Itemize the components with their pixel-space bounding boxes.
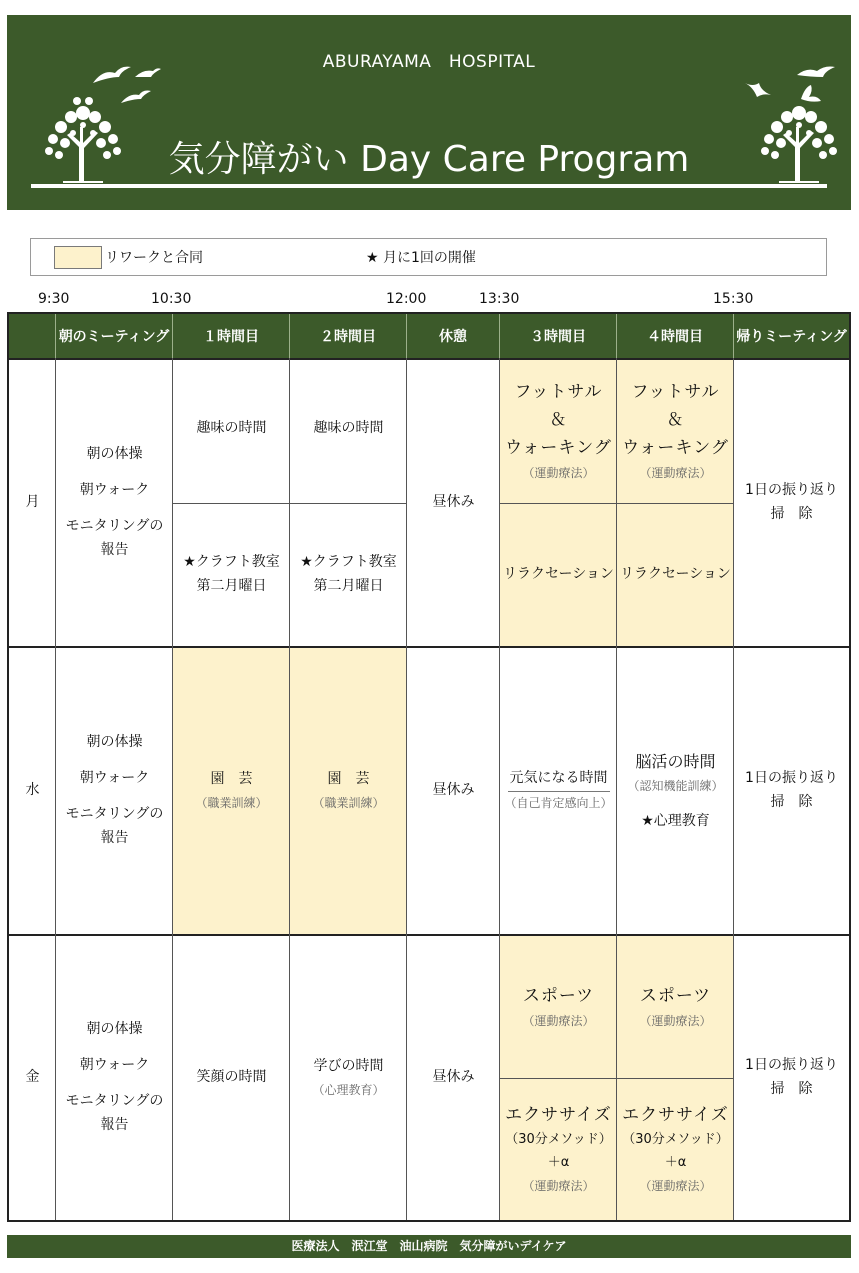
mon-p1-craft-line1: ★クラフト教室 bbox=[183, 554, 280, 571]
wed-evening-meeting bbox=[734, 648, 849, 934]
legend-box bbox=[30, 238, 827, 276]
fri-morning-monitoring-line2: 報告 bbox=[100, 1116, 129, 1133]
mon-p4-futsal-sub: （運動療法） bbox=[639, 466, 712, 481]
time-label-1200: 12:00 bbox=[386, 291, 427, 307]
fri-p1-smile bbox=[173, 936, 290, 1220]
time-label-1330: 13:30 bbox=[479, 291, 520, 307]
fri-p2-learning-label: 学びの時間 bbox=[313, 1057, 384, 1074]
wed-p1-gardening-sub: （職業訓練） bbox=[195, 795, 268, 810]
fri-p4-exercise-method: （30分メソッド） bbox=[622, 1132, 729, 1148]
header-cell-break: 休憩 bbox=[407, 314, 500, 358]
fri-p3-exercise-method: （30分メソッド） bbox=[505, 1132, 612, 1148]
mon-evening-clean: 掃 除 bbox=[770, 506, 813, 522]
hospital-name: ABURAYAMA HOSPITAL bbox=[322, 52, 536, 72]
fri-p3-sports-label: スポーツ bbox=[522, 985, 595, 1006]
time-label-0930: 9:30 bbox=[38, 291, 70, 307]
mon-evening-review: 1日の振り返り bbox=[745, 482, 838, 499]
time-label-1530: 15:30 bbox=[713, 291, 754, 307]
fri-morning-exercise: 朝の体操 bbox=[86, 1021, 143, 1038]
fri-p1-smile-label: 笑顔の時間 bbox=[196, 1069, 267, 1086]
day-label-fri bbox=[9, 936, 56, 1220]
fri-p4-exercise-label: エクササイズ bbox=[622, 1105, 729, 1126]
mon-p4-futsal bbox=[617, 360, 734, 503]
column-line bbox=[172, 358, 173, 1220]
mon-p4-futsal-line1: フットサル bbox=[631, 382, 720, 403]
day-label-fri-text: 金 bbox=[25, 1069, 40, 1086]
mon-p2-craft-line1: ★クラフト教室 bbox=[300, 554, 397, 571]
mon-p1-hobby bbox=[173, 360, 290, 498]
column-line bbox=[55, 358, 56, 1220]
fri-p2-learning bbox=[290, 936, 407, 1220]
fri-p4-exercise-plus: ＋α bbox=[664, 1155, 687, 1171]
wed-p2-gardening-sub: （職業訓練） bbox=[312, 795, 385, 810]
fri-p3-sports-sub: （運動療法） bbox=[522, 1013, 595, 1028]
day-label-mon-text: 月 bbox=[25, 494, 40, 511]
wed-p4-brain-sub: （認知機能訓練） bbox=[627, 778, 724, 793]
wed-p4-brain-label: 脳活の時間 bbox=[635, 751, 716, 771]
wed-p1-gardening-label: 園 芸 bbox=[210, 770, 253, 787]
header-cell-period-1: １時間目 bbox=[173, 314, 290, 358]
program-title: 気分障がい Day Care Program bbox=[168, 139, 690, 180]
wed-p4-psycho-label: ★心理教育 bbox=[641, 812, 710, 829]
mon-p12-divider bbox=[173, 503, 407, 504]
header-cell-evening-meeting: 帰りミーティング bbox=[734, 314, 849, 358]
mon-morning-meeting bbox=[56, 360, 173, 646]
day-label-mon bbox=[9, 360, 56, 646]
header-cell-period-2: ２時間目 bbox=[290, 314, 407, 358]
fri-p3-exercise-sub: （運動療法） bbox=[522, 1178, 595, 1193]
column-line bbox=[289, 358, 290, 1220]
fri-p4-sports-label: スポーツ bbox=[639, 985, 712, 1006]
header-banner bbox=[7, 15, 851, 210]
schedule-table bbox=[7, 312, 851, 1222]
birds-right-icon bbox=[743, 65, 839, 115]
mon-p3-relaxation bbox=[500, 504, 617, 646]
legend-rework-label: リワークと合同 bbox=[105, 250, 203, 266]
mon-p2-hobby-label: 趣味の時間 bbox=[313, 420, 384, 437]
mon-p4-futsal-line3: ウォーキング bbox=[622, 438, 729, 459]
mon-p3-futsal-line2: ＆ bbox=[549, 410, 568, 431]
legend-star-label: ★ 月に1回の開催 bbox=[366, 250, 476, 266]
wed-p3-genki bbox=[500, 648, 617, 934]
fri-break-label: 昼休み bbox=[432, 1069, 475, 1086]
wed-break-label: 昼休み bbox=[432, 782, 475, 799]
fri-p3-exercise-label: エクササイズ bbox=[505, 1105, 612, 1126]
mon-p4-relaxation-label: リラクセーション bbox=[620, 566, 731, 583]
fri-morning-walk: 朝ウォーク bbox=[79, 1057, 150, 1074]
wed-p3-genki-label: 元気になる時間 bbox=[508, 767, 610, 792]
fri-p3-sports bbox=[500, 936, 617, 1078]
fri-p4-exercise bbox=[617, 1079, 734, 1220]
mon-p4-futsal-line2: ＆ bbox=[666, 410, 685, 431]
mon-p1-craft bbox=[173, 504, 290, 646]
fri-evening-review: 1日の振り返り bbox=[745, 1057, 838, 1074]
fri-p4-sports bbox=[617, 936, 734, 1078]
mon-break-label: 昼休み bbox=[432, 494, 475, 511]
wed-evening-clean: 掃 除 bbox=[770, 794, 813, 810]
mon-break bbox=[407, 360, 500, 646]
wed-morning-exercise: 朝の体操 bbox=[86, 734, 143, 751]
wed-morning-monitoring-line1: モニタリングの bbox=[65, 806, 164, 822]
wed-evening-review: 1日の振り返り bbox=[745, 770, 838, 787]
header-cell-day bbox=[9, 314, 56, 358]
fri-p34-divider bbox=[500, 1078, 734, 1079]
legend-rework-swatch bbox=[54, 246, 102, 269]
fri-morning-meeting bbox=[56, 936, 173, 1220]
fri-p3-exercise-plus: ＋α bbox=[547, 1155, 570, 1171]
mon-p2-hobby bbox=[290, 360, 407, 498]
mon-morning-walk: 朝ウォーク bbox=[79, 482, 150, 499]
fri-p3-exercise bbox=[500, 1079, 617, 1220]
footer-banner: 医療法人 泯江堂 油山病院 気分障がいデイケア bbox=[7, 1235, 851, 1258]
day-label-wed-text: 水 bbox=[25, 782, 40, 799]
wed-morning-walk: 朝ウォーク bbox=[79, 770, 150, 787]
mon-p3-futsal-line1: フットサル bbox=[514, 382, 603, 403]
header-cell-period-4: ４時間目 bbox=[617, 314, 734, 358]
mon-evening-meeting bbox=[734, 360, 849, 646]
mon-morning-exercise: 朝の体操 bbox=[86, 446, 143, 463]
mon-p3-futsal bbox=[500, 360, 617, 503]
fri-p4-exercise-sub: （運動療法） bbox=[639, 1178, 712, 1193]
mon-p2-craft-line2: 第二月曜日 bbox=[313, 578, 384, 594]
mon-morning-monitoring-line2: 報告 bbox=[100, 541, 129, 558]
mon-p4-relaxation bbox=[617, 504, 734, 646]
wed-p4-brain bbox=[617, 648, 734, 934]
title-underline bbox=[31, 184, 827, 188]
column-line bbox=[499, 358, 500, 1220]
mon-p3-futsal-line3: ウォーキング bbox=[505, 438, 612, 459]
wed-p2-gardening bbox=[290, 648, 407, 934]
wed-morning-meeting bbox=[56, 648, 173, 934]
wed-p3-genki-sub: （自己肯定感向上） bbox=[504, 796, 613, 810]
mon-p1-craft-line2: 第二月曜日 bbox=[196, 578, 267, 594]
column-line bbox=[406, 358, 407, 1220]
fri-break bbox=[407, 936, 500, 1220]
mon-morning-monitoring-line1: モニタリングの bbox=[65, 518, 164, 534]
column-line bbox=[733, 358, 734, 1220]
fri-evening-clean: 掃 除 bbox=[770, 1081, 813, 1097]
fri-evening-meeting bbox=[734, 936, 849, 1220]
fri-p2-learning-sub: （心理教育） bbox=[312, 1082, 385, 1097]
time-label-1030: 10:30 bbox=[151, 291, 192, 307]
mon-p3-relaxation-label: リラクセーション bbox=[503, 566, 614, 583]
fri-p4-sports-sub: （運動療法） bbox=[639, 1013, 712, 1028]
fri-morning-monitoring-line1: モニタリングの bbox=[65, 1093, 164, 1109]
wed-morning-monitoring-line2: 報告 bbox=[100, 829, 129, 846]
mon-p34-divider bbox=[500, 503, 734, 504]
mon-p1-hobby-label: 趣味の時間 bbox=[196, 420, 267, 437]
mon-p3-futsal-sub: （運動療法） bbox=[522, 466, 595, 481]
header-cell-morning-meeting: 朝のミーティング bbox=[56, 314, 173, 358]
wed-break bbox=[407, 648, 500, 934]
header-cell-period-3: ３時間目 bbox=[500, 314, 617, 358]
day-label-wed bbox=[9, 648, 56, 934]
mon-p2-craft bbox=[290, 504, 407, 646]
wed-p1-gardening bbox=[173, 648, 290, 934]
wed-p2-gardening-label: 園 芸 bbox=[327, 770, 370, 787]
column-line bbox=[616, 358, 617, 1220]
